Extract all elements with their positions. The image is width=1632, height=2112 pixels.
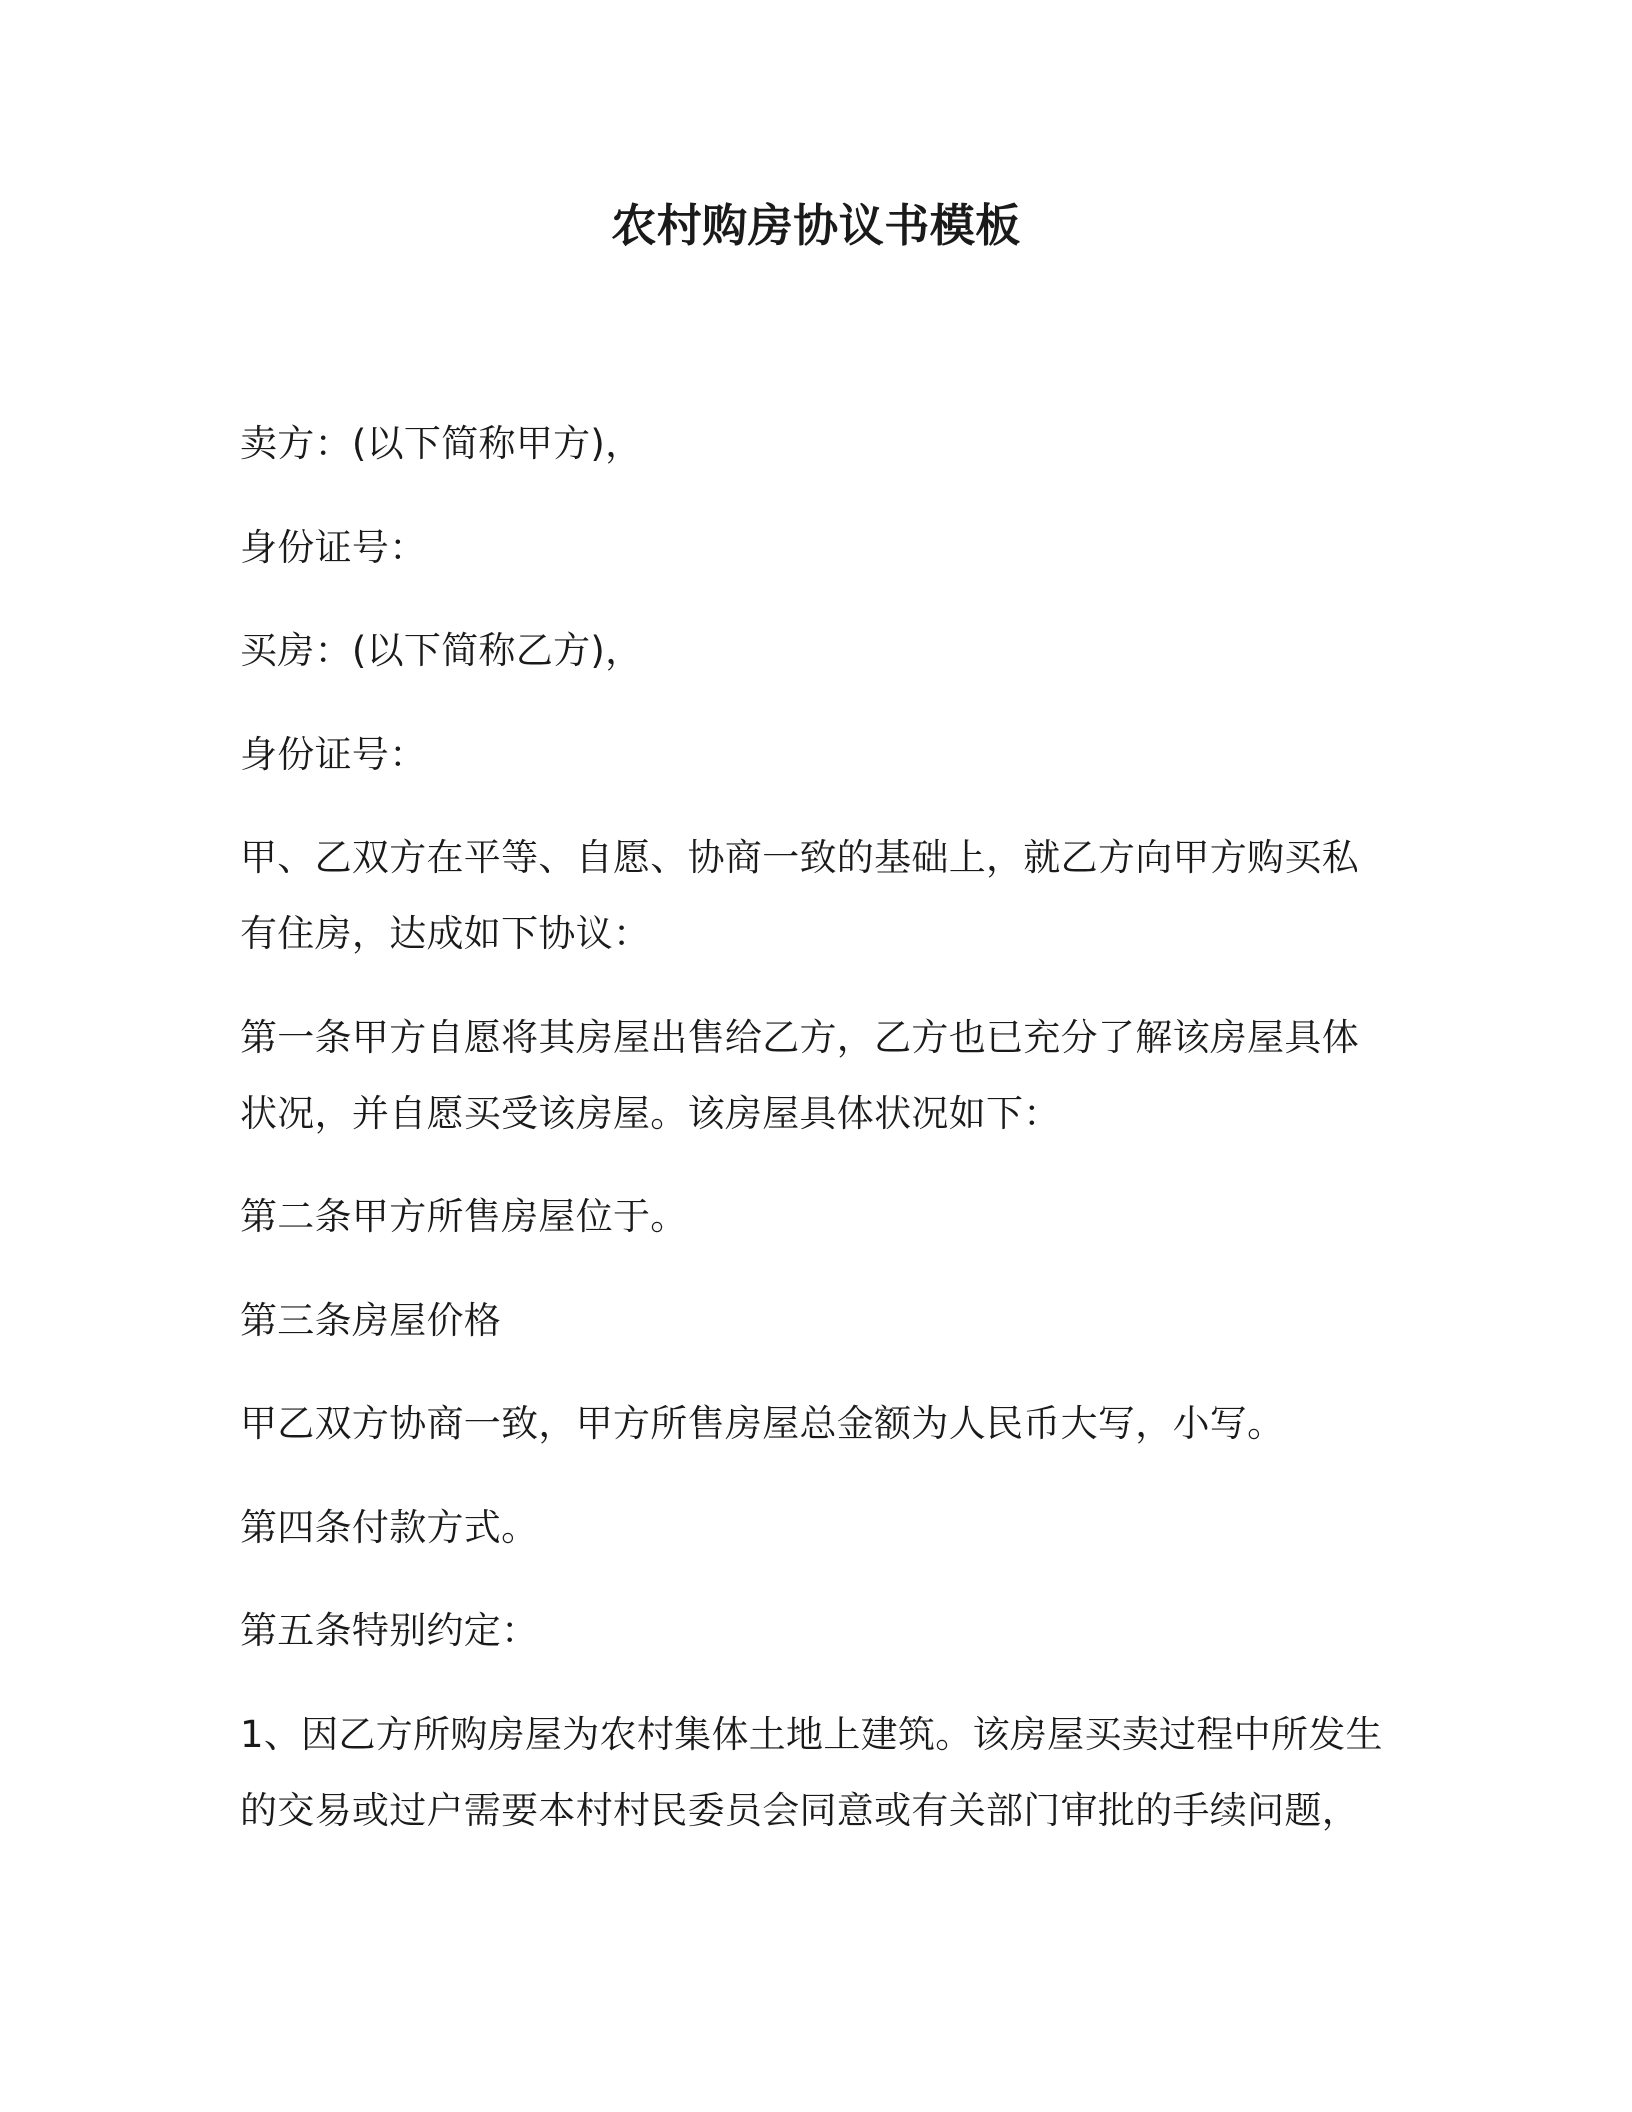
- article-1-line-2: 状况，并自愿买受该房屋。该房屋具体状况如下：: [240, 1092, 1061, 1135]
- article-3-heading: 第三条房屋价格: [240, 1299, 502, 1342]
- preamble-line-1: 甲、乙双方在平等、自愿、协商一致的基础上，就乙方向甲方购买私: [240, 836, 1359, 879]
- buyer-line: 买房：(以下简称乙方)，: [240, 629, 643, 672]
- buyer-id-line: 身份证号：: [240, 733, 427, 776]
- preamble-line-2: 有住房，达成如下协议：: [240, 912, 651, 955]
- article-5-item-1-line-2: 的交易或过户需要本村村民委员会同意或有关部门审批的手续问题，: [240, 1789, 1359, 1832]
- article-5-item-1-line-1: 1、因乙方所购房屋为农村集体土地上建筑。该房屋买卖过程中所发生: [240, 1713, 1383, 1756]
- document-title: 农村购房协议书模板: [611, 199, 1021, 252]
- seller-line: 卖方：(以下简称甲方)，: [240, 422, 643, 465]
- seller-id-line: 身份证号：: [240, 526, 427, 569]
- article-4: 第四条付款方式。: [240, 1506, 539, 1549]
- article-3-price: 甲乙双方协商一致，甲方所售房屋总金额为人民币大写，小写。: [240, 1402, 1285, 1445]
- article-1-line-1: 第一条甲方自愿将其房屋出售给乙方，乙方也已充分了解该房屋具体: [240, 1016, 1359, 1059]
- article-5-heading: 第五条特别约定：: [240, 1609, 539, 1652]
- article-2: 第二条甲方所售房屋位于。: [240, 1195, 688, 1238]
